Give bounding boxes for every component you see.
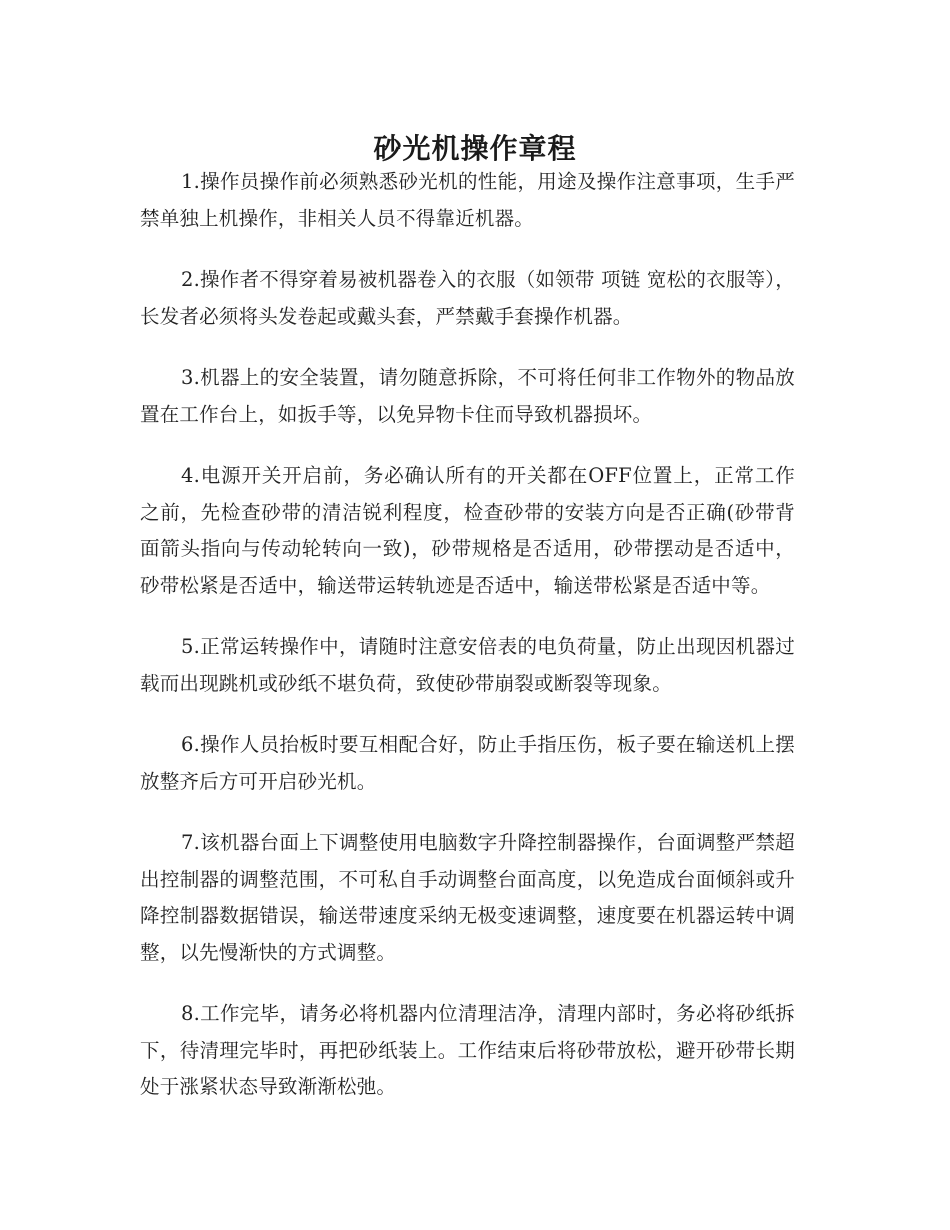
rule-paragraph-2: 2.操作者不得穿着易被机器卷入的衣服（如领带 项链 宽松的衣服等），长发者必须将头发卷起或戴头套，严禁戴手套操作机器。 <box>140 268 795 328</box>
rule-paragraph-7: 7.该机器台面上下调整使用电脑数字升降控制器操作，台面调整严禁超出控制器的调整范围，不可私自手动调整台面高度，以免造成台面倾斜或升降控制器数据错误，输送带速度采纳无极变速调整，速度要在机器运转中调整，以先慢渐快的方式调整。 <box>140 831 795 964</box>
document-title: 砂光机操作章程 <box>373 131 577 165</box>
rule-paragraph-1: 1.操作员操作前必须熟悉砂光机的性能，用途及操作注意事项，生手严禁单独上机操作，非相关人员不得靠近机器。 <box>140 170 795 230</box>
document-body <box>140 164 795 1106</box>
rule-paragraph-6: 6.操作人员抬板时要互相配合好，防止手指压伤，板子要在输送机上摆放整齐后方可开启砂光机。 <box>140 733 795 793</box>
rule-paragraph-8: 8.工作完毕，请务必将机器内位清理洁净，清理内部时，务必将砂纸拆下，待清理完毕时，再把砂纸装上。工作结束后将砂带放松，避开砂带长期处于涨紧状态导致渐渐松弛。 <box>140 1002 795 1098</box>
rule-paragraph-4: 4.电源开关开启前，务必确认所有的开关都在OFF位置上，正常工作之前，先检查砂带的清洁锐利程度，检查砂带的安装方向是否正确(砂带背面箭头指向与传动轮转向一致)，砂带规格是否适用，砂带摆动是否适中，砂带松紧是否适中，输送带运转轨迹是否适中，输送带松紧是否适中等。 <box>140 464 795 597</box>
rule-paragraph-5: 5.正常运转操作中，请随时注意安倍表的电负荷量，防止出现因机器过载而出现跳机或砂纸不堪负荷，致使砂带崩裂或断裂等现象。 <box>140 635 795 695</box>
rule-paragraph-3: 3.机器上的安全装置，请勿随意拆除，不可将任何非工作物外的物品放置在工作台上，如扳手等，以免异物卡住而导致机器损坏。 <box>140 366 795 426</box>
